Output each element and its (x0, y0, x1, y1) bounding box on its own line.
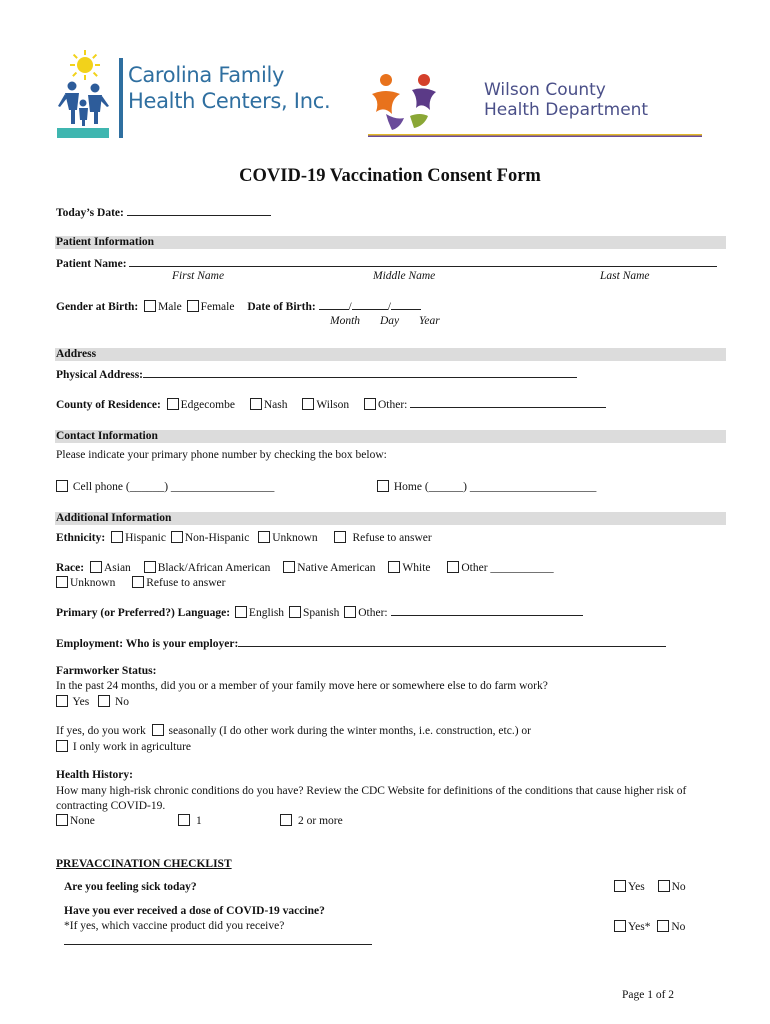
gender-label: Gender at Birth: (56, 301, 139, 313)
health-one-row (178, 814, 202, 827)
ethnicity-hispanic-checkbox[interactable] (111, 531, 123, 543)
gender-dob-row: Gender at Birth: Male Female Date of Birth: / / (56, 299, 421, 313)
todays-date-field[interactable] (127, 205, 271, 216)
health-none-label: None (70, 815, 95, 827)
q1-options (614, 880, 686, 893)
form-title: COVID-19 Vaccination Consent Form (239, 166, 541, 186)
section-bar-patient (55, 236, 726, 249)
address-heading: Address (56, 348, 97, 360)
ethnicity-label: Ethnicity: (56, 532, 106, 544)
cfhc-family-icon (55, 48, 113, 140)
q2-subtext: *If yes, which vaccine product did you receive? (64, 920, 285, 932)
language-other-checkbox[interactable] (344, 606, 356, 618)
race-row-2 (56, 576, 225, 589)
county-other-field[interactable] (410, 397, 606, 408)
q2-options (614, 920, 685, 933)
farm-if-yes-label: If yes, do you work (56, 725, 146, 737)
ethnicity-row (56, 531, 432, 544)
race-refuse-checkbox[interactable] (132, 576, 144, 588)
language-spanish-label: Spanish (302, 607, 340, 619)
farm-only-label: I only work in agriculture (72, 741, 192, 753)
dob-label: Date of Birth: (247, 301, 316, 313)
race-asian-label: Asian (103, 562, 131, 574)
farmworker-question: In the past 24 months, did you or a member of your family move here or somewhere else to do farm work? (56, 680, 548, 692)
farm-yes-label: Yes (72, 696, 90, 708)
last-name-caption: Last Name (600, 270, 650, 282)
home-phone-row (377, 480, 596, 493)
employment-field[interactable] (238, 636, 666, 647)
health-two-label: 2 or more (298, 815, 343, 827)
page-number: Page 1 of 2 (622, 989, 675, 1001)
farm-yes-checkbox[interactable] (56, 695, 68, 707)
physical-address-row (56, 367, 577, 381)
todays-date-label: Today’s Date: (56, 207, 124, 219)
farm-seasonal-checkbox[interactable] (152, 724, 164, 736)
q2-answer-field[interactable] (64, 944, 372, 945)
county-edgecombe-label: Edgecombe (180, 399, 235, 411)
middle-name-caption: Middle Name (373, 270, 436, 282)
health-none-row (56, 814, 95, 827)
race-unknown-checkbox[interactable] (56, 576, 68, 588)
q2-no-checkbox[interactable] (657, 920, 669, 932)
language-label: Primary (or Preferred?) Language: (56, 607, 231, 619)
additional-heading: Additional Information (56, 512, 172, 524)
cell-phone-checkbox[interactable] (56, 480, 68, 492)
q1-no-checkbox[interactable] (658, 880, 670, 892)
farm-seasonal-row (56, 724, 531, 737)
cfhc-name-line1: Carolina Family (128, 63, 285, 87)
q1-text: Are you feeling sick today? (64, 881, 197, 893)
patient-name-label: Patient Name: (56, 258, 127, 270)
month-caption: Month (330, 315, 361, 327)
employment-label: Employment: Who is your employer: (56, 638, 239, 650)
health-history-label: Health History: (56, 769, 133, 781)
county-row (56, 397, 606, 411)
health-one-label: 1 (196, 815, 202, 827)
cell-phone-label: Cell phone (______) __________________ (72, 481, 275, 493)
section-bar-address (55, 348, 726, 361)
race-black-checkbox[interactable] (144, 561, 156, 573)
male-checkbox[interactable] (144, 300, 156, 312)
checklist-heading: PREVACCINATION CHECKLIST (56, 858, 232, 870)
ethnicity-refuse-label: Refuse to answer (352, 532, 432, 544)
dob-day-field[interactable] (352, 299, 388, 310)
home-phone-checkbox[interactable] (377, 480, 389, 492)
language-spanish-checkbox[interactable] (289, 606, 301, 618)
health-question: How many high-risk chronic conditions do you have? Review the CDC Website for definitions of the conditions that cause higher risk of contracting COVID-19. (56, 785, 687, 812)
wilson-underline (368, 134, 702, 137)
language-row (56, 605, 583, 619)
patient-name-row (56, 256, 717, 270)
county-label: County of Residence: (56, 399, 161, 411)
race-unknown-label: Unknown (70, 577, 116, 589)
race-white-label: White (402, 562, 431, 574)
ethnicity-nonhispanic-checkbox[interactable] (171, 531, 183, 543)
cfhc-logo (55, 48, 335, 143)
county-nash-label: Nash (263, 399, 288, 411)
language-english-label: English (248, 607, 285, 619)
female-checkbox[interactable] (187, 300, 199, 312)
health-one-checkbox[interactable] (178, 814, 190, 826)
health-two-checkbox[interactable] (280, 814, 292, 826)
employment-row (56, 636, 666, 650)
dob-year-field[interactable] (391, 299, 421, 310)
farm-seasonal-label: seasonally (I do other work during the winter months, i.e. construction, etc.) or (168, 725, 531, 737)
race-native-checkbox[interactable] (283, 561, 295, 573)
todays-date-row (56, 205, 271, 219)
race-other-checkbox[interactable] (447, 561, 459, 573)
farmworker-label: Farmworker Status: (56, 665, 157, 677)
year-caption: Year (419, 315, 440, 327)
patient-name-field[interactable] (129, 256, 717, 267)
patient-info-heading: Patient Information (56, 236, 155, 248)
race-other-label: Other ___________ (461, 562, 554, 574)
race-white-checkbox[interactable] (388, 561, 400, 573)
physical-address-label: Physical Address: (56, 369, 144, 381)
ethnicity-hispanic-label: Hispanic (125, 532, 166, 544)
language-other-label: Other: (358, 607, 388, 619)
health-none-checkbox[interactable] (56, 814, 68, 826)
day-caption: Day (380, 315, 400, 327)
county-other-label: Other: (377, 399, 408, 411)
farm-only-checkbox[interactable] (56, 740, 68, 752)
race-black-label: Black/African American (157, 562, 271, 574)
q2-yes-checkbox[interactable] (614, 920, 626, 932)
language-other-field[interactable] (391, 605, 583, 616)
q2-no-label: No (671, 921, 686, 933)
ethnicity-unknown-checkbox[interactable] (258, 531, 270, 543)
race-native-label: Native American (297, 562, 376, 574)
county-wilson-checkbox[interactable] (302, 398, 314, 410)
language-english-checkbox[interactable] (235, 606, 247, 618)
cfhc-name-line2: Health Centers, Inc. (128, 89, 331, 113)
q2-yes-label: Yes* (628, 921, 651, 933)
contact-heading: Contact Information (56, 430, 158, 442)
wilson-name-line2: Health Department (484, 100, 649, 120)
q1-yes-label: Yes (628, 881, 645, 893)
ethnicity-nonhispanic-label: Non-Hispanic (184, 532, 250, 544)
physical-address-field[interactable] (143, 367, 577, 378)
health-two-row (280, 814, 343, 827)
farm-no-label: No (114, 696, 129, 708)
race-refuse-label: Refuse to answer (146, 577, 226, 589)
q1-yes-checkbox[interactable] (614, 880, 626, 892)
farm-only-row (56, 740, 191, 753)
q1-no-label: No (671, 881, 686, 893)
male-label: Male (158, 301, 182, 313)
farm-no-checkbox[interactable] (98, 695, 110, 707)
wilson-name-line1: Wilson County (484, 80, 606, 100)
wilson-figures-icon (366, 70, 446, 132)
dob-month-field[interactable] (319, 299, 349, 310)
county-nash-checkbox[interactable] (250, 398, 262, 410)
contact-instruction: Please indicate your primary phone number by checking the box below: (56, 449, 387, 461)
home-phone-label: Home (______) ______________________ (393, 481, 597, 493)
cell-phone-row (56, 480, 274, 493)
q2-text: Have you ever received a dose of COVID-19 vaccine? (64, 905, 325, 917)
ethnicity-refuse-checkbox[interactable] (334, 531, 346, 543)
wilson-logo (366, 70, 706, 140)
female-label: Female (200, 301, 235, 313)
farmworker-yesno-row (56, 695, 129, 708)
race-row-1 (56, 561, 554, 574)
ethnicity-unknown-label: Unknown (272, 532, 318, 544)
race-label: Race: (56, 562, 85, 574)
race-asian-checkbox[interactable] (90, 561, 102, 573)
county-edgecombe-checkbox[interactable] (167, 398, 179, 410)
first-name-caption: First Name (172, 270, 225, 282)
county-other-checkbox[interactable] (364, 398, 376, 410)
county-wilson-label: Wilson (316, 399, 350, 411)
